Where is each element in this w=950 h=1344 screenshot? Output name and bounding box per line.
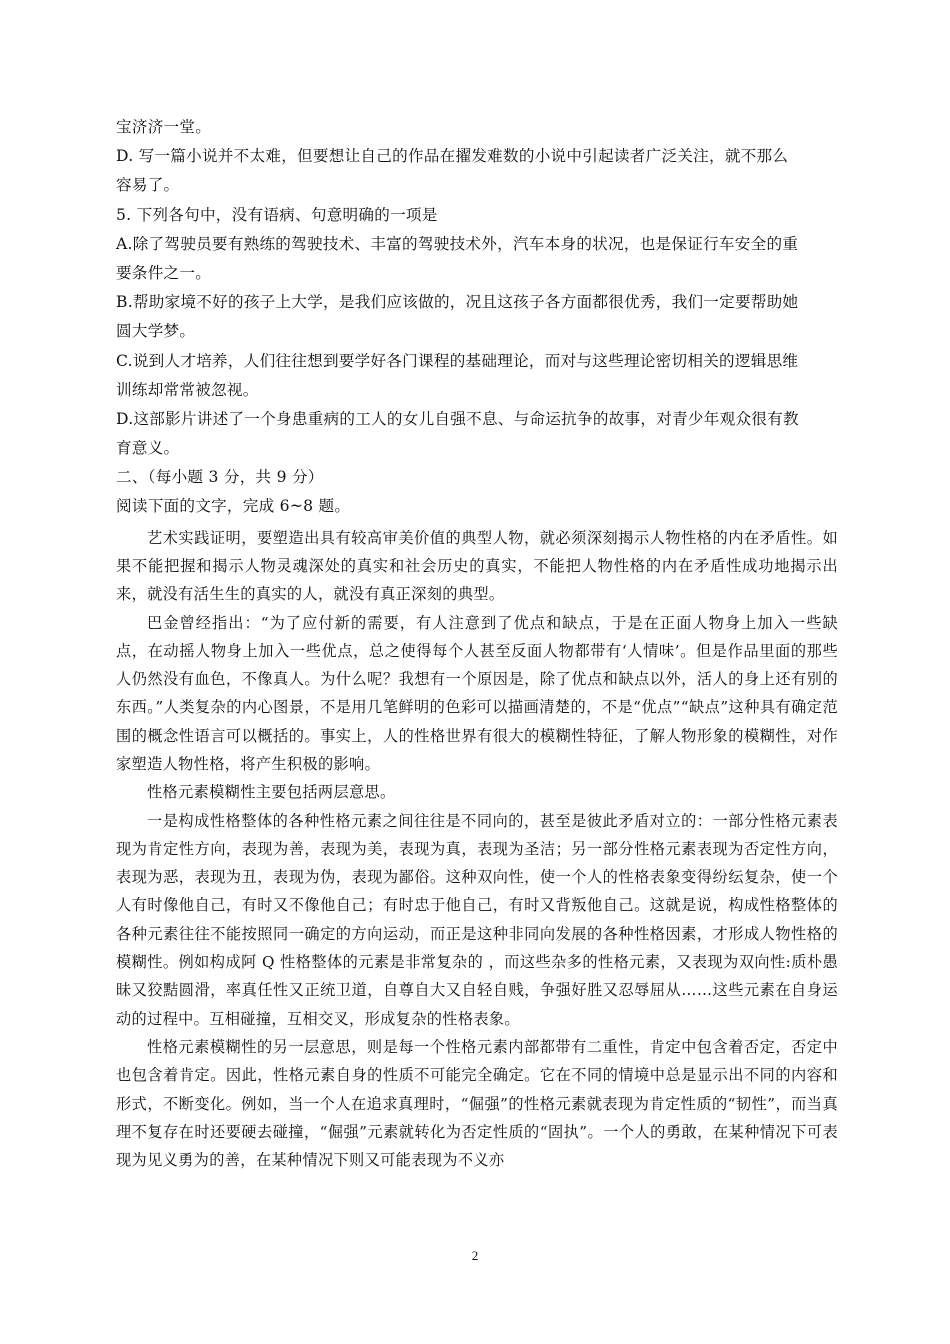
option-d2-line: D.这部影片讲述了一个身患重病的工人的女儿自强不息、与命运抗争的故事，对青少年观众很有教: [116, 409, 799, 428]
option-c-line: C.说到人才培养，人们往往想到要学好各门课程的基础理论，而对与这些理论密切相关的逻辑思维: [116, 351, 799, 370]
passage-paragraph-4: 一是构成性格整体的各种性格元素之间往往是不同向的，甚至是彼此矛盾对立的：一部分性格元素表现为肯定性方向，表现为善，表现为美，表现为真，表现为圣洁；另一部分性格元素表现为否定性方向，表现为恶，表现为丑，表现为伪，表现为鄙俗。这种双向性，使一个人的性格表象变得纷纭复杂，使一个人有时像他自己，有时又不像他自己；有时忠于他自己，有时又背叛他自己。这就是说，构成性格整体的各种元素往往不能按照同一确定的方向运动，而正是这种非同向发展的各种性格因素，才形成人物性格的模糊性。例如构成阿 Q 性格整体的元素是非常复杂的 ，而这些杂多的性格元素，又表现为双向性:质朴愚昧又狡黠圆滑，率真任性又正统卫道，自尊自大又自轻自贱，争强好胜又忍辱屈从……这些元素在自身运动的过程中。互相碰撞，互相交叉，形成复杂的性格表象。: [116, 811, 838, 1028]
option-d-line: D. 写一篇小说并不太难，但要想让自己的作品在擢发难数的小说中引起读者广泛关注，就不那么: [116, 147, 789, 166]
option-text-line: 宝济济一堂。: [116, 118, 212, 136]
section-heading: 二、（每小题 3 分，共 9 分）: [116, 468, 324, 487]
question-5-stem: 5. 下列各句中，没有语病、句意明确的一项是: [116, 205, 438, 224]
option-a-line: A.除了驾驶员要有熟练的驾驶技术、丰富的驾驶技术外，汽车本身的状况，也是保证行车安全的重: [116, 234, 799, 253]
option-b-line: B.帮助家境不好的孩子上大学，是我们应该做的，况且这孩子各方面都很优秀，我们一定要帮助她: [116, 293, 799, 312]
passage-paragraph-5: 性格元素模糊性的另一层意思，则是每一个性格元素内部都带有二重性，肯定中包含着否定，否定中也包含着肯定。因此，性格元素自身的性质不可能完全确定。它在不同的情境中总是显示出不同的内容和形式，不断变化。例如，当一个人在追求真理时，“倔强”的性格元素就表现为肯定性质的“韧性”，而当真理不复存在时还要硬去碰撞，“倔强”元素就转化为否定性质的“固执”。一个人的勇敢，在某种情况下可表现为见义勇为的善，在某种情况下则又可能表现为不义亦: [116, 1037, 838, 1170]
option-c-continuation: 训练却常常被忽视。: [116, 380, 259, 399]
option-d-continuation: 容易了。: [116, 176, 180, 195]
option-b-continuation: 圆大学梦。: [116, 322, 196, 341]
option-a-continuation: 要条件之一。: [116, 263, 212, 282]
option-d2-continuation: 育意义。: [116, 439, 180, 458]
passage-paragraph-1: 艺术实践证明，要塑造出具有较高审美价值的典型人物，就必须深刻揭示人物性格的内在矛盾性。如果不能把握和揭示人物灵魂深处的真实和社会历史的真实，不能把人物性格的内在矛盾性成功地揭示出来，就没有活生生的真实的人，就没有真正深刻的典型。: [116, 528, 838, 604]
passage-paragraph-3: 性格元素模糊性主要包括两层意思。: [147, 783, 396, 802]
passage-paragraph-2: 巴金曾经指出：“为了应付新的需要，有人注意到了优点和缺点，于是在正面人物身上加入一些缺点，在动摇人物身上加入一些优点，总之使得每个人甚至反面人物都带有‘人情味’。但是作品里面的那些人仍然没有血色，不像真人。为什么呢？我想有一个原因是，除了优点和缺点以外，活人的身上还有别的东西。”人类复杂的内心图景，不是用几笔鲜明的色彩可以描画清楚的，不是“优点”“缺点”这种具有确定范围的概念性语言可以概括的。事实上，人的性格世界有很大的模糊性特征，了解人物形象的模糊性，对作家塑造人物性格，将产生积极的影响。: [116, 613, 838, 773]
page-number: 2: [471, 1248, 479, 1263]
page-content: [116, 113, 838, 1174]
reading-instruction: 阅读下面的文字，完成 6~8 题。: [116, 497, 351, 516]
